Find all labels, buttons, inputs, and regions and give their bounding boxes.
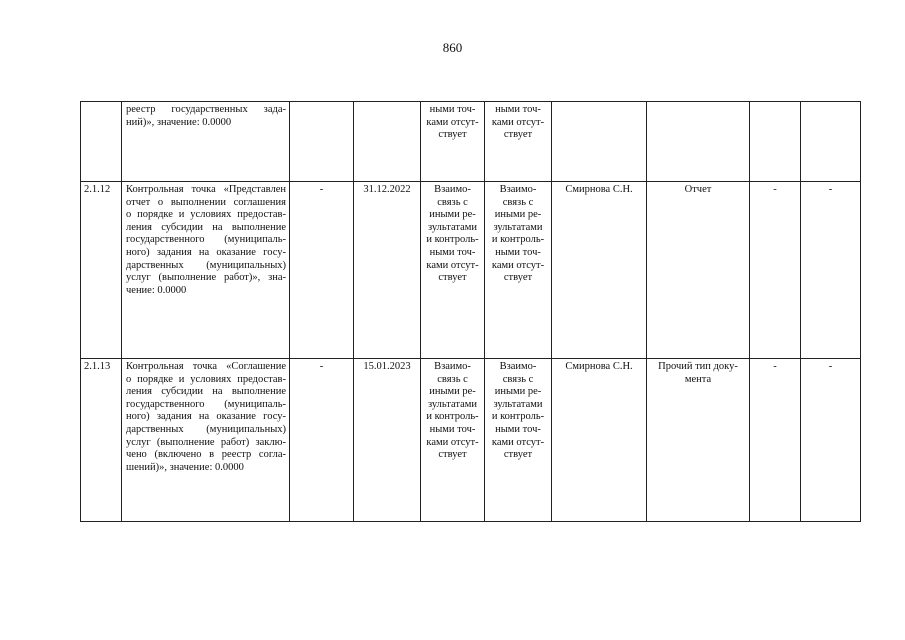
description-line: ного) задания на оказание госу- [126, 246, 286, 258]
description-line: дарственных (муниципальных) [126, 423, 286, 435]
cell-date: 15.01.2023 [354, 359, 421, 522]
description-line: Контрольная точка «Представлен [126, 184, 286, 195]
table-row [81, 182, 861, 359]
cell-date [354, 102, 421, 182]
cell-document-type: Прочий тип доку- мента [647, 359, 750, 522]
page-number: 860 [442, 40, 463, 55]
cell-col9 [750, 102, 801, 182]
control-points-table [80, 101, 861, 522]
table-row [81, 359, 861, 522]
cell-col3: - [290, 359, 354, 522]
cell-responsible: Смирнова С.Н. [552, 182, 647, 359]
cell-col3: - [290, 182, 354, 359]
description-line: ления субсидии на выполнение [126, 221, 286, 233]
cell-relation-1: Взаимо- связь с иными ре- зультатами и контроль- ными точ- ками отсут- ствует [421, 182, 485, 359]
cell-col10 [801, 102, 861, 182]
description-line: о порядке и условиях предостав- [126, 209, 286, 221]
description-line: чение: 0.0000 [126, 284, 187, 296]
cell-col9: - [750, 182, 801, 359]
cell-responsible: Смирнова С.Н. [552, 359, 647, 522]
cell-relation-2: Взаимо- связь с иными ре- зультатами и контроль- ными точ- ками отсут- ствует [485, 182, 552, 359]
description-line: услуг (выполнение работ)», зна- [126, 272, 286, 284]
cell-relation-1: ными точ- ками отсут- ствует [421, 102, 485, 182]
cell-relation-2: Взаимо- связь с иными ре- зультатами и контроль- ными точ- ками отсут- ствует [485, 359, 552, 522]
description-line: государственного (муниципаль- [126, 398, 286, 410]
cell-responsible [552, 102, 647, 182]
description-line: ления субсидии на выполнение [126, 386, 286, 398]
cell-relation-1: Взаимо- связь с иными ре- зультатами и контроль- ными точ- ками отсут- ствует [421, 359, 485, 522]
description-line: реестр государственных зада- [126, 104, 286, 115]
cell-description [122, 182, 290, 359]
description-line: государственного (муниципаль- [126, 234, 286, 246]
cell-number: 2.1.13 [81, 359, 122, 522]
description-line: отчет о выполнении соглашения [126, 196, 286, 208]
description-line: ного) задания на оказание госу- [126, 411, 286, 423]
description-line: дарственных (муниципальных) [126, 259, 286, 271]
cell-col10: - [801, 359, 861, 522]
description-line: о порядке и условиях предостав- [126, 373, 286, 385]
description-line: услуг (выполнение работ) заклю- [126, 436, 286, 448]
cell-col9: - [750, 359, 801, 522]
table-row [81, 102, 861, 182]
cell-description [122, 102, 290, 182]
description-line: шений)», значение: 0.0000 [126, 461, 244, 473]
cell-number [81, 102, 122, 182]
cell-description [122, 359, 290, 522]
cell-date: 31.12.2022 [354, 182, 421, 359]
description-line: чено (включено в реестр согла- [126, 449, 286, 461]
cell-col10: - [801, 182, 861, 359]
cell-relation-2: ными точ- ками отсут- ствует [485, 102, 552, 182]
description-line: Контрольная точка «Соглашение [126, 361, 286, 372]
description-line: ний)», значение: 0.0000 [126, 116, 232, 128]
cell-document-type: Отчет [647, 182, 750, 359]
cell-col3 [290, 102, 354, 182]
cell-document-type [647, 102, 750, 182]
cell-number: 2.1.12 [81, 182, 122, 359]
